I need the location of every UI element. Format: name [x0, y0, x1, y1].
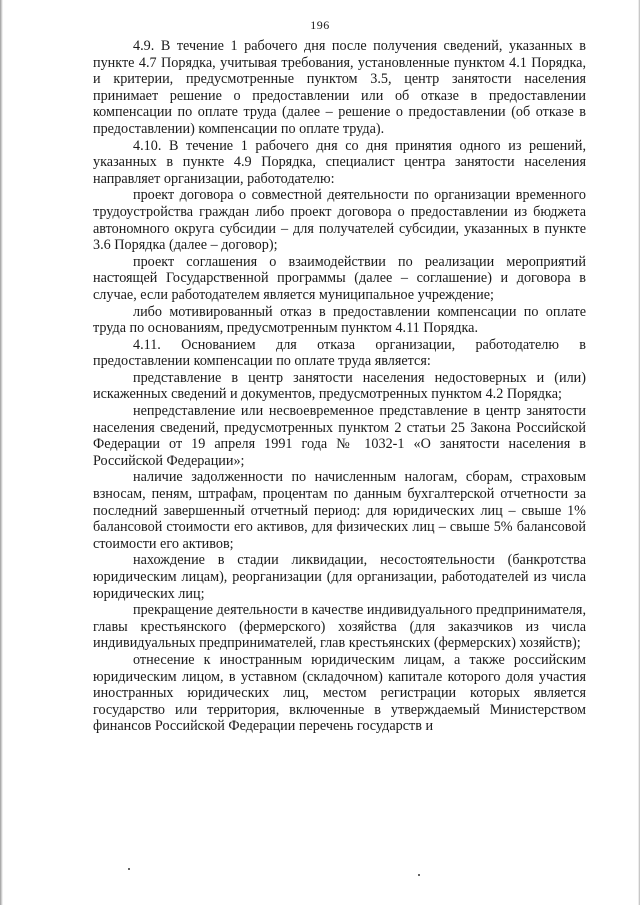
list-item-false-info: представление в центр занятости населения недостоверных и (или) искаженных сведений и документов, предусмотренных пунктом 4.2 Порядка;	[93, 369, 586, 403]
scan-speck	[128, 868, 130, 870]
list-item-refusal: либо мотивированный отказ в предоставлении компенсации по оплате труда по основаниям, предусмотренным пунктом 4.11 Порядка.	[93, 303, 586, 337]
list-item-foreign-entity: отнесение к иностранным юридическим лицам, а также российским юридическим лицом, в уставном (складочном) капитале которого доля участия иностранных юридических лиц, местом регистрации которых является государство или территория, включенные в утверждаемый Министерством финансов Российской Федерации перечень государств и	[93, 651, 586, 735]
list-item-agreement-draft: проект соглашения о взаимодействии по реализации мероприятий настоящей Государственной программы (далее – соглашение) и договора в случае, если работодателем является муниципальное учреждение;	[93, 253, 586, 303]
list-item-debt: наличие задолженности по начисленным налогам, сборам, страховым взносам, пеням, штрафам, процентам по данным бухгалтерской отчетности за последний завершенный отчетный период: для юридических лиц – свыше 1% балансовой стоимости его активов, для физических лиц – свыше 5% балансовой стоимости его активов;	[93, 469, 586, 552]
list-item-liquidation: нахождение в стадии ликвидации, несостоятельности (банкротства юридическим лицам), реорганизации (для организации, работодателей из числа юридических лиц;	[93, 552, 586, 602]
page-number: 196	[310, 18, 330, 32]
list-item-termination: прекращение деятельности в качестве индивидуального предпринимателя, главы крестьянского (фермерского) хозяйства (для заказчиков из числа индивидуальных предпринимателей, глав крестьянских (фермерских) хозяйств);	[93, 602, 586, 652]
scan-speck	[418, 874, 420, 876]
list-item-contract-draft: проект договора о совместной деятельности по организации временного трудоустройства граждан либо проект договора о предоставлении из бюджета автономного округа субсидии – для получателей субсидии, указанных в пункте 3.6 Порядка (далее – договор);	[93, 187, 586, 254]
paragraph-4-11: 4.11. Основанием для отказа организации, работодателю в предоставлении компенсации по оплате труда является:	[93, 336, 586, 370]
list-item-non-submission: непредставление или несвоевременное представление в центр занятости населения сведений, предусмотренных пунктом 2 статьи 25 Закона Российской Федерации от 19 апреля 1991 года № 1032-1 «О занятости населения в Российской Федерации»;	[93, 403, 586, 469]
paragraph-4-10: 4.10. В течение 1 рабочего дня со дня принятия одного из решений, указанных в пункте 4.9 Порядка, специалист центра занятости населения направляет организации, работодателю:	[93, 137, 586, 187]
scan-edge-left	[0, 0, 3, 905]
document-body	[93, 38, 586, 735]
paragraph-4-9: 4.9. В течение 1 рабочего дня после получения сведений, указанных в пункте 4.7 Порядка, учитывая требования, установленные пунктом 4.1 Порядка, и критерии, предусмотренные пунктом 3.5, центр занятости населения принимает решение о предоставлении или об отказе в предоставлении компенсации по оплате труда (далее – решение о предоставлении (об отказе в предоставлении) компенсации по оплате труда).	[93, 38, 586, 137]
